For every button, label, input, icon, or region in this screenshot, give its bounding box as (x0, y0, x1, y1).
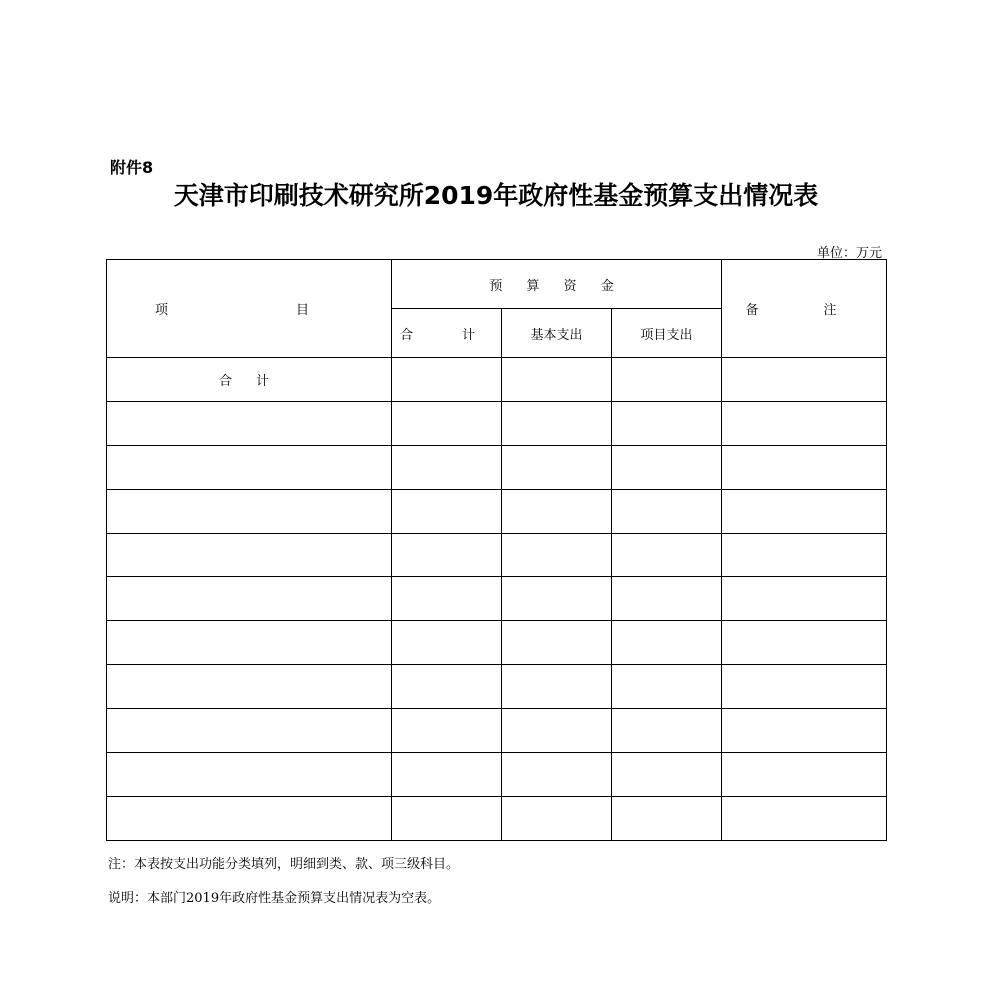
table-row (107, 753, 887, 797)
header-subtotal: 合 计 (392, 309, 502, 358)
table-cell (107, 665, 392, 709)
table-cell (502, 665, 612, 709)
table-cell (612, 665, 722, 709)
header-budget-funds: 预 算 资 金 (392, 260, 722, 309)
table-cell (392, 709, 502, 753)
table-cell (722, 753, 887, 797)
table-row (107, 489, 887, 533)
table-cell (502, 577, 612, 621)
table-cell (722, 401, 887, 445)
table-cell (722, 577, 887, 621)
table-cell (612, 533, 722, 577)
table-cell (612, 796, 722, 840)
table-cell (107, 533, 392, 577)
table-cell (502, 445, 612, 489)
table-cell (722, 665, 887, 709)
table-cell (392, 445, 502, 489)
page-title: 天津市印刷技术研究所2019年政府性基金预算支出情况表 (173, 181, 819, 210)
table-cell (722, 621, 887, 665)
attachment-label: 附件8 (110, 158, 154, 177)
table-cell (392, 358, 502, 402)
table-cell (107, 753, 392, 797)
header-row-1 (107, 260, 887, 309)
header-basic-expense: 基本支出 (502, 309, 612, 358)
table-cell (392, 796, 502, 840)
unit-label: 单位：万元 (816, 246, 882, 261)
table-cell (502, 621, 612, 665)
table-cell (612, 401, 722, 445)
header-project-expense: 项目支出 (612, 309, 722, 358)
table-row (107, 533, 887, 577)
table-cell (392, 753, 502, 797)
table-cell (107, 621, 392, 665)
table-cell (107, 709, 392, 753)
table-row (107, 709, 887, 753)
table-cell (612, 489, 722, 533)
table-cell (722, 533, 887, 577)
table-cell (392, 401, 502, 445)
table-cell (502, 358, 612, 402)
table-cell (107, 796, 392, 840)
table-cell (612, 445, 722, 489)
table-cell (722, 709, 887, 753)
table-cell (612, 621, 722, 665)
footnote-classification: 注：本表按支出功能分类填列，明细到类、款、项三级科目。 (108, 857, 460, 872)
table-cell (502, 753, 612, 797)
table-row (107, 401, 887, 445)
table-cell (107, 577, 392, 621)
table-row (107, 577, 887, 621)
table-cell (392, 489, 502, 533)
table-cell (722, 489, 887, 533)
table-cell (502, 796, 612, 840)
total-row-label: 合 计 (107, 358, 392, 402)
total-row (107, 358, 887, 402)
table-cell (722, 796, 887, 840)
header-remark: 备 注 (722, 260, 887, 358)
table-cell (502, 533, 612, 577)
table-cell (502, 709, 612, 753)
table-cell (612, 753, 722, 797)
table-cell (107, 489, 392, 533)
table-row (107, 665, 887, 709)
budget-table (106, 259, 887, 841)
table-cell (502, 489, 612, 533)
table-cell (392, 665, 502, 709)
table-cell (392, 533, 502, 577)
table-row (107, 796, 887, 840)
table-cell (502, 401, 612, 445)
table-cell (107, 401, 392, 445)
table-cell (612, 709, 722, 753)
table-cell (722, 445, 887, 489)
footnote-explanation: 说明：本部门2019年政府性基金预算支出情况表为空表。 (108, 891, 441, 906)
table-cell (612, 577, 722, 621)
table-cell (612, 358, 722, 402)
table-cell (107, 445, 392, 489)
table-row (107, 621, 887, 665)
header-item: 项 目 (107, 260, 392, 358)
table-row (107, 445, 887, 489)
table-cell (722, 358, 887, 402)
table-cell (392, 577, 502, 621)
table-cell (392, 621, 502, 665)
